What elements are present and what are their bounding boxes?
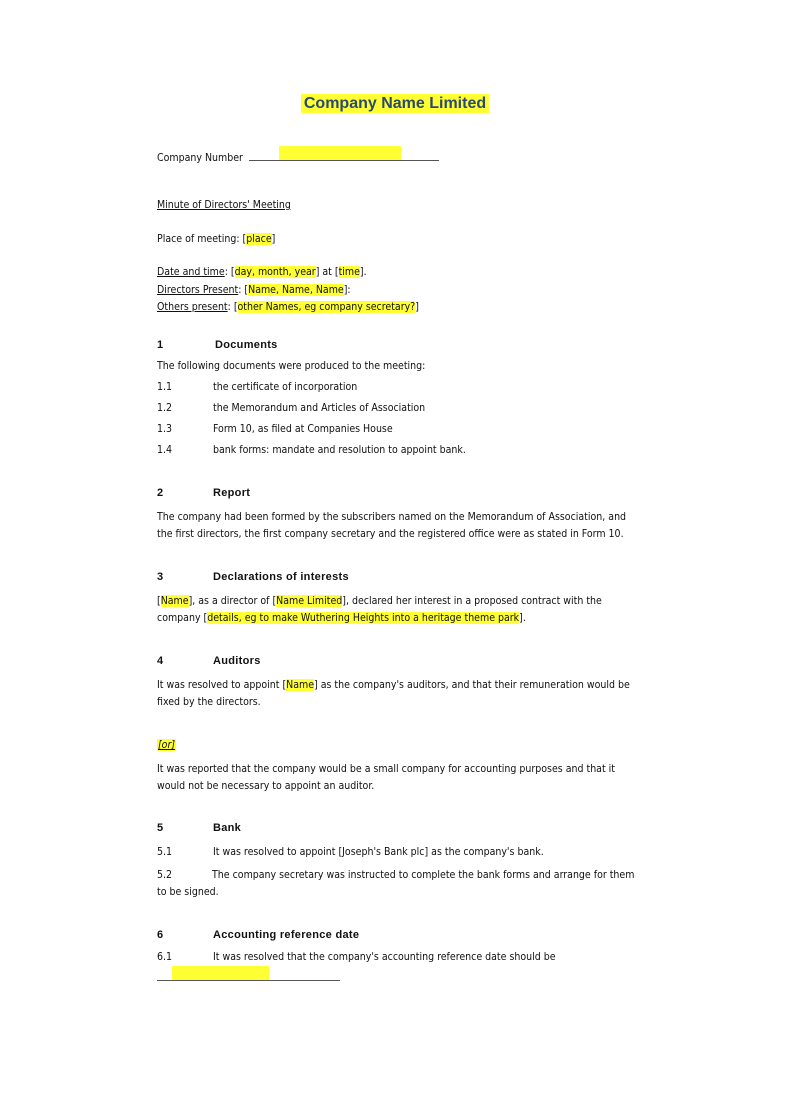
date-placeholder: day, month, year [234, 266, 316, 278]
item-number: 1.4 [157, 444, 173, 456]
section-4-text: It was resolved to appoint [Name] as the company's auditors, and that their remuneration would be fixed by the directors. [157, 679, 630, 708]
section-2-heading: Report [213, 487, 251, 499]
section-1-heading: Documents [215, 339, 278, 351]
item-number: 1.3 [157, 423, 173, 435]
place-line: Place of meeting: [place] [157, 233, 276, 245]
list-item: the Memorandum and Articles of Association [213, 402, 426, 414]
section-3-heading: Declarations of interests [213, 571, 349, 583]
section-1-number: 1 [157, 339, 164, 351]
place-placeholder: place [246, 233, 272, 245]
section-5-number: 5 [157, 822, 164, 834]
section-5-heading: Bank [213, 822, 242, 834]
directors-line: Directors Present: [Name, Name, Name]: [157, 284, 351, 296]
item-number: 1.2 [157, 402, 173, 414]
section-6-heading: Accounting reference date [213, 929, 360, 941]
list-item: bank forms: mandate and resolution to appoint bank. [213, 444, 466, 456]
company-number-label: Company Number [157, 152, 243, 164]
list-item: 5.2 The company secretary was instructed to complete the bank forms and arrange for them to be signed. [157, 869, 635, 898]
directors-placeholder: Name, Name, Name [248, 284, 344, 296]
section-6-number: 6 [157, 929, 164, 941]
date-time-line: Date and time: [day, month, year] at [time]. [157, 266, 367, 278]
minute-heading: Minute of Directors' Meeting [157, 199, 291, 211]
list-item: It was resolved that the company's accounting reference date should be [213, 951, 556, 963]
time-placeholder: time [338, 266, 360, 278]
section-4-heading: Auditors [213, 655, 261, 667]
director-name-placeholder: Name [160, 595, 189, 607]
item-number: 5.1 [157, 846, 173, 858]
item-number: 1.1 [157, 381, 173, 393]
section-4-number: 4 [157, 655, 164, 667]
company-name-placeholder: Name Limited [276, 595, 343, 607]
section-3-number: 3 [157, 571, 164, 583]
company-number-line [157, 148, 439, 164]
item-number: 6.1 [157, 951, 173, 963]
list-item: It was resolved to appoint [Joseph's Bank plc] as the company's bank. [213, 846, 544, 858]
list-item: Form 10, as filed at Companies House [213, 423, 393, 435]
auditor-name-placeholder: Name [286, 679, 315, 691]
details-placeholder: details, eg to make Wuthering Heights into a heritage theme park [207, 612, 520, 624]
section-3-text: [Name], as a director of [Name Limited], declared her interest in a proposed contract with the company [details, eg to make Wuthering Heights into a heritage theme park]. [157, 595, 602, 624]
reference-date-field[interactable] [157, 968, 340, 984]
section-2-number: 2 [157, 487, 164, 499]
or-marker: [or] [158, 739, 176, 751]
section-4-alt-text: It was reported that the company would be a small company for accounting purposes and that it would not be necessary to appoint an auditor. [157, 763, 615, 792]
document-title: Company Name Limited [0, 95, 790, 113]
section-2-text: The company had been formed by the subscribers named on the Memorandum of Association, and the first directors, the first company secretary and the registered office were as stated in Form 10. [157, 511, 627, 540]
company-number-field[interactable] [249, 148, 439, 161]
others-placeholder: other Names, eg company secretary? [237, 301, 416, 313]
others-line: Others present: [other Names, eg company secretary?] [157, 301, 419, 313]
list-item: the certificate of incorporation [213, 381, 358, 393]
section-1-intro: The following documents were produced to the meeting: [157, 360, 426, 372]
